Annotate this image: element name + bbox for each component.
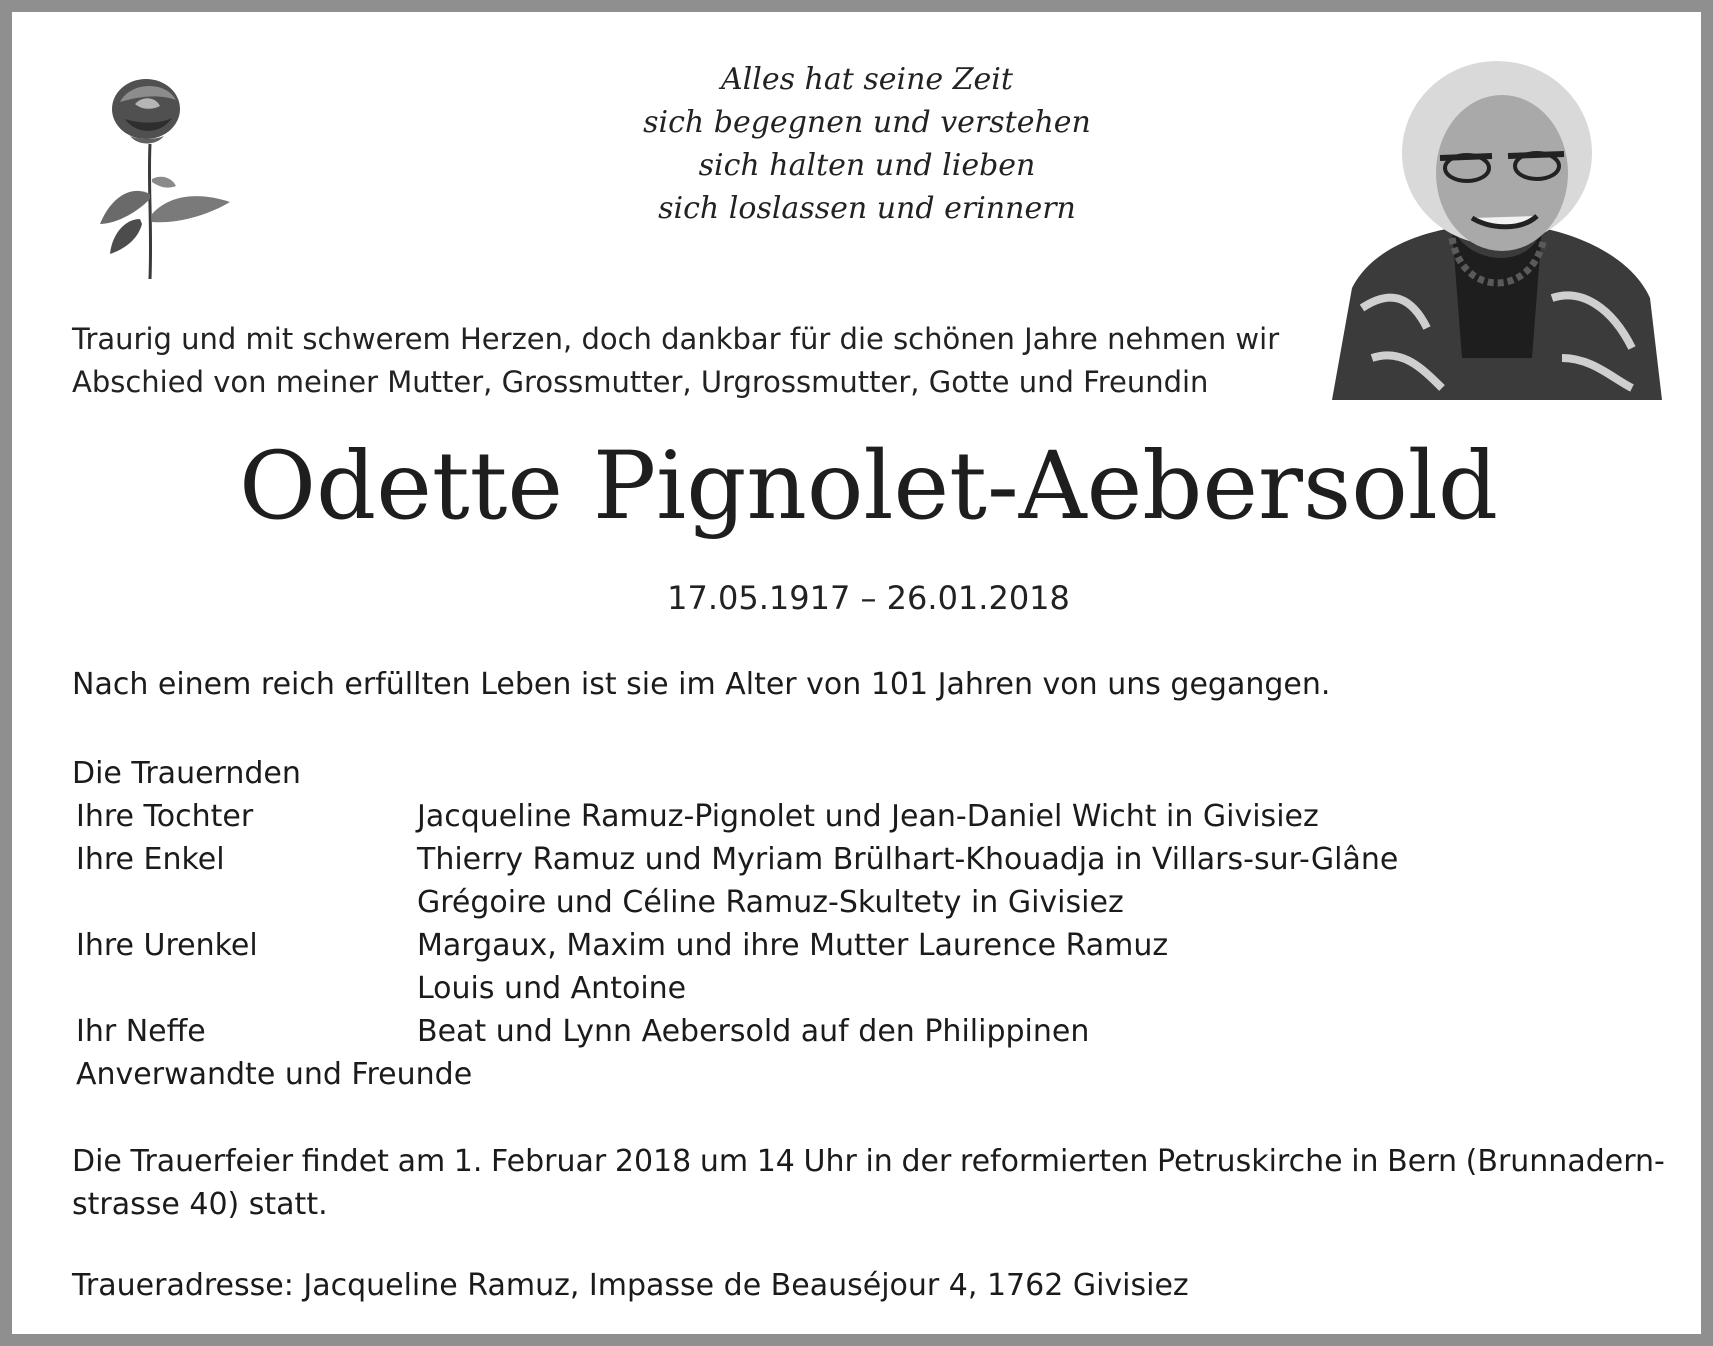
poem-line: sich loslassen und erinnern [658, 191, 1076, 226]
portrait-photo [1332, 58, 1662, 400]
service-word: Bern [1387, 1144, 1458, 1179]
poem-line: sich halten und lieben [698, 148, 1036, 183]
mourning-address: Traueradresse: Jacqueline Ramuz, Impasse de Beauséjour 4, 1762 Givisiez [72, 1268, 1189, 1303]
service-word: der [901, 1144, 952, 1179]
list-item [72, 967, 1632, 1010]
life-dates: 17.05.1917 – 26.01.2018 [667, 579, 1070, 617]
service-word: am [397, 1144, 446, 1179]
intro-line: Traurig und mit schwerem Herzen, doch dankbar für die schönen Jahre nehmen wir [72, 322, 1280, 356]
service-word: reformierten [959, 1144, 1149, 1179]
service-word: in [865, 1144, 893, 1179]
service-word: Februar [491, 1144, 607, 1179]
service-word: 1. [453, 1144, 483, 1179]
service-line: strasse 40) statt. [72, 1187, 328, 1222]
list-item [72, 838, 1632, 881]
service-info [72, 1140, 1665, 1226]
mourners-list [72, 752, 1632, 1096]
service-word: 14 [756, 1144, 795, 1179]
mourners-closing: Anverwandte und Freunde [76, 1057, 473, 1092]
service-word: Trauerfeier [130, 1144, 294, 1179]
deceased-name: Odette Pignolet-Aebersold [238, 432, 1499, 541]
service-line [72, 1140, 1665, 1183]
poem-line: Alles hat seine Zeit [721, 62, 1013, 97]
mourner-relation: Ihre Urenkel [76, 928, 258, 963]
service-word: um [699, 1144, 749, 1179]
mourner-names: Louis und Antoine [417, 971, 687, 1006]
list-item [72, 1010, 1632, 1053]
poem-line: sich begegnen und verstehen [643, 105, 1091, 140]
poem [572, 58, 1162, 230]
service-word: Petruskirche [1156, 1144, 1343, 1179]
mourners-heading: Die Trauernden [72, 756, 301, 791]
service-word: findet [301, 1144, 389, 1179]
mourner-names: Grégoire und Céline Ramuz-Skultety in Givisiez [417, 885, 1124, 920]
service-word: (Brunnadern- [1465, 1144, 1665, 1179]
mourner-relation [72, 967, 417, 1010]
list-item [72, 795, 1632, 838]
service-word: Die [72, 1144, 122, 1179]
life-statement: Nach einem reich erfüllten Leben ist sie im Alter von 101 Jahren von uns gegangen. [72, 667, 1331, 702]
mourner-names: Margaux, Maxim und ihre Mutter Laurence Ramuz [417, 928, 1169, 963]
mourner-relation: Ihre Tochter [76, 799, 254, 834]
mourner-relation: Ihre Enkel [76, 842, 225, 877]
mourner-names: Jacqueline Ramuz-Pignolet und Jean-Daniel Wicht in Givisiez [417, 799, 1319, 834]
intro-line: Abschied von meiner Mutter, Grossmutter, Urgrossmutter, Gotte und Freundin [72, 365, 1209, 399]
service-word: Uhr [803, 1144, 857, 1179]
rose-icon [80, 74, 245, 284]
intro-text [72, 318, 1312, 404]
list-item [72, 881, 1632, 924]
service-word: in [1351, 1144, 1379, 1179]
mourner-relation: Ihr Neffe [76, 1014, 206, 1049]
mourner-names: Beat und Lynn Aebersold auf den Philippinen [417, 1014, 1090, 1049]
service-word: 2018 [614, 1144, 692, 1179]
list-item [72, 924, 1632, 967]
mourner-relation [72, 881, 417, 924]
mourner-names: Thierry Ramuz und Myriam Brülhart-Khouadja in Villars-sur-Glâne [417, 842, 1399, 877]
